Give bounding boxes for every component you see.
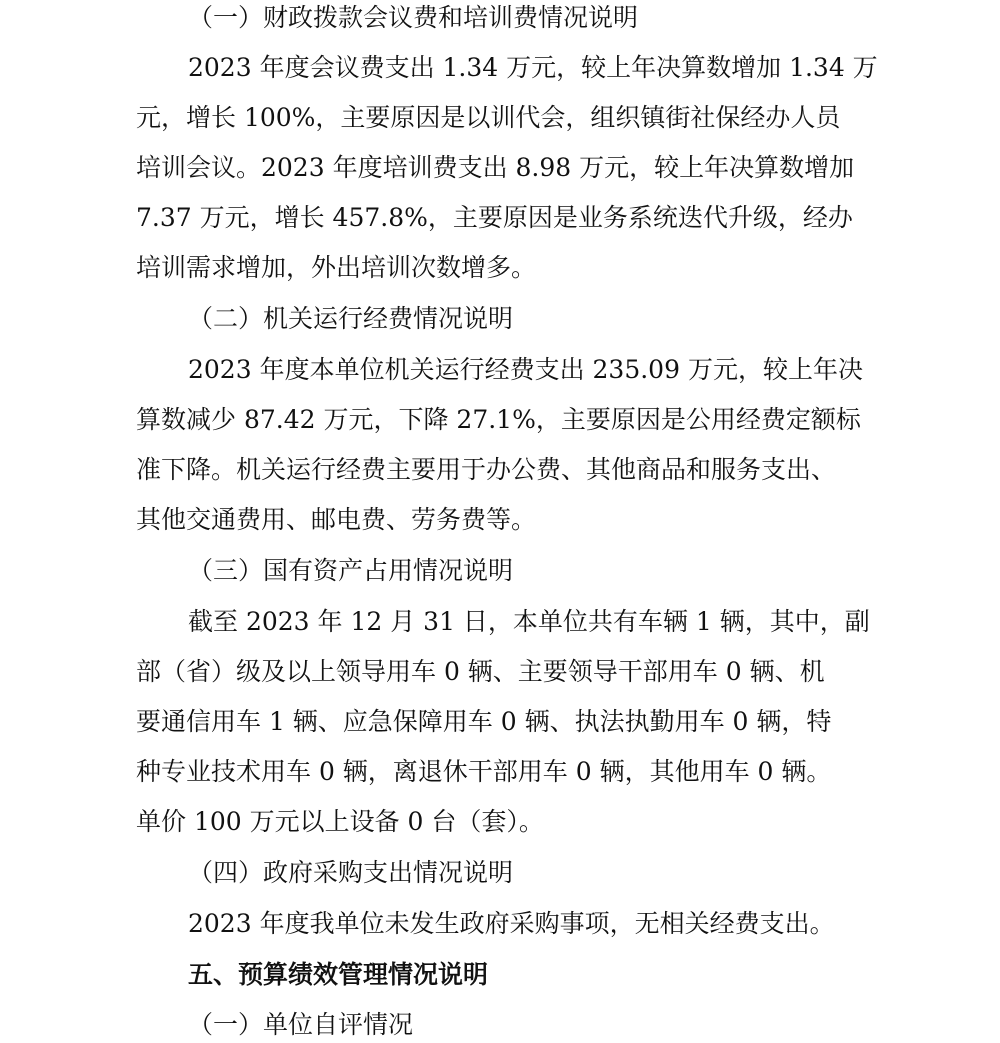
main-heading-performance-management: 五、预算绩效管理情况说明 (188, 960, 489, 989)
paragraph-line: 部（省）级及以上领导用车 0 辆、主要领导干部用车 0 辆、机 (136, 657, 825, 686)
section-heading-meeting-training: （一）财政拨款会议费和培训费情况说明 (188, 3, 639, 32)
paragraph-line: 培训需求增加，外出培训次数增多。 (136, 253, 537, 282)
paragraph-line: 2023 年度本单位机关运行经费支出 235.09 万元，较上年决 (188, 355, 863, 384)
section-heading-procurement: （四）政府采购支出情况说明 (188, 858, 514, 887)
section-heading-operating-expenses: （二）机关运行经费情况说明 (188, 304, 514, 333)
paragraph-line: 要通信用车 1 辆、应急保障用车 0 辆、执法执勤用车 0 辆，特 (136, 707, 832, 736)
paragraph-line: 2023 年度会议费支出 1.34 万元，较上年决算数增加 1.34 万 (188, 53, 878, 82)
paragraph-line: 截至 2023 年 12 月 31 日，本单位共有车辆 1 辆，其中，副 (188, 607, 870, 636)
paragraph-line: 2023 年度我单位未发生政府采购事项，无相关经费支出。 (188, 909, 835, 938)
section-heading-self-evaluation: （一）单位自评情况 (188, 1010, 414, 1039)
paragraph-line: 算数减少 87.42 万元，下降 27.1%，主要原因是公用经费定额标 (136, 405, 861, 434)
paragraph-line: 培训会议。2023 年度培训费支出 8.98 万元，较上年决算数增加 (136, 153, 855, 182)
section-heading-state-assets: （三）国有资产占用情况说明 (188, 556, 514, 585)
paragraph-line: 7.37 万元，增长 457.8%，主要原因是业务系统迭代升级，经办 (136, 203, 853, 232)
paragraph-line: 其他交通费用、邮电费、劳务费等。 (136, 505, 537, 534)
paragraph-line: 单价 100 万元以上设备 0 台（套）。 (136, 807, 544, 836)
paragraph-line: 准下降。机关运行经费主要用于办公费、其他商品和服务支出、 (136, 455, 837, 484)
paragraph-line: 种专业技术用车 0 辆，离退休干部用车 0 辆，其他用车 0 辆。 (136, 757, 832, 786)
paragraph-line: 元，增长 100%，主要原因是以训代会，组织镇街社保经办人员 (136, 103, 841, 132)
